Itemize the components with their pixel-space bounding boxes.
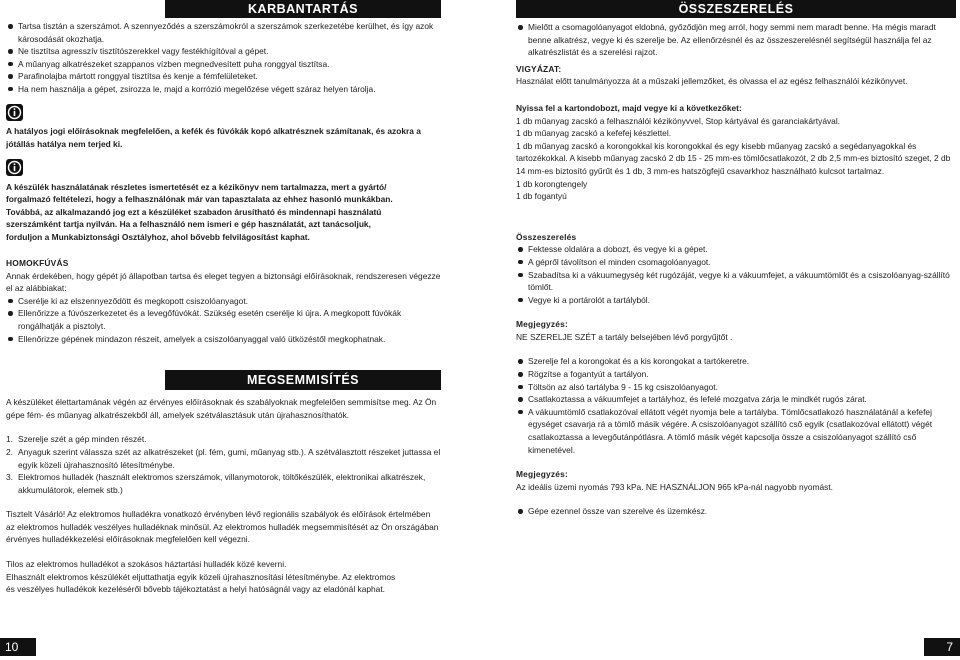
- disposal-banner: MEGSEMMISÍTÉS: [165, 370, 441, 390]
- assembling-section: [516, 231, 956, 518]
- maintenance-list: [6, 20, 441, 96]
- assembly-intro-list: [516, 21, 956, 59]
- section-heading: Összeszerelés: [516, 231, 577, 242]
- warning-text: Használat előtt tanulmányozza át a műszaki jellemzőket, és olvassa el az egész felhasználói kézikönyvet.: [516, 76, 908, 87]
- list-item: A gépről távolítson el minden csomagolóanyagot.: [516, 256, 956, 269]
- list-item: Ha nem használja a gépet, zsirozza le, majd a korrózió megelőzése végett száraz helyen tárolja.: [6, 83, 441, 96]
- list-item: Rögzítse a fogantyút a tartályon.: [516, 368, 956, 381]
- step-text: Szerelje szét a gép minden részét.: [18, 434, 147, 445]
- notice-text: [6, 181, 441, 243]
- disposal-steps: [6, 433, 441, 496]
- list-item: Fektesse oldalára a dobozt, és vegye ki a gépet.: [516, 243, 956, 256]
- text-line: szerszámként tartja nyilván. Ha a felhasználó nem ismeri e gép használatát, azt tanácsoljuk,: [6, 219, 371, 230]
- assembly-banner: ÖSSZESZERELÉS: [516, 0, 956, 18]
- list-item: Mielőtt a csomagolóanyagot eldobná, győződjön meg arról, hogy semmi nem maradt benne. Ha mégis maradt benne alkatrész, vegye ki és szerelje be. Az ellenőrzésnél és az összeszerelésnél segítségül használja fel az alkatrészlistát és a szerelési rajzot.: [516, 21, 956, 59]
- list-item: Ellenőrizze gépének mindazon részeit, amelyek a csiszolóanyaggal való ütközéstől megkophatnak.: [6, 333, 441, 346]
- note-text: Az ideális üzemi nyomás 793 kPa. NE HASZNÁLJON 965 kPa-nál nagyobb nyomást.: [516, 481, 834, 492]
- note-label: Megjegyzés:: [516, 469, 569, 480]
- list-item: Tartsa tisztán a szerszámot. A szennyeződés a szerszámokról a szerszámok szerkezetébe kerülhet, és így azok károsodását okozhatja.: [6, 20, 441, 45]
- step-text: Anyaguk szerint válassza szét az alkatrészeket (pl. fém, gumi, műanyag stb.). A szétválasztott részeket juttassa el egyik közeli újrahasznosító létesítménybe.: [18, 446, 441, 470]
- list-item: Ellenőrizze a fúvószerkezetet és a levegőfúvókát. Szükség esetén cserélje ki újra. A megkopott fúvókák rongálhatják a pisztolyt.: [6, 307, 441, 332]
- assembling-list-1: [516, 243, 956, 306]
- note-label: Megjegyzés:: [516, 319, 569, 330]
- list-item: Töltsön az alsó tartályba 9 - 15 kg csiszolóanyagot.: [516, 381, 956, 394]
- page-number-right: 7: [924, 638, 960, 656]
- paragraph: Tisztelt Vásárló! Az elektromos hulladékra vonatkozó érvényben lévő regionális szabályok és előírások értelmében az elektromos hulladék veszélyes hulladéknak minősül. Az elektromos hulladék megsemmisítését az Ön országában érvényes hulladékkezelési előírásoknak megfelelően kell végezni.: [6, 509, 439, 545]
- notice-block-2: [6, 159, 441, 243]
- step-number: 3.: [6, 472, 13, 483]
- text-line: forduljon a Munkabiztonsági Osztályhoz, ahol bővebb felvilágosítást kaphat.: [6, 231, 310, 242]
- note-text: NE SZERELJE SZÉT a tartály belsejében lévő porgyűjtőt .: [516, 331, 733, 342]
- disposal-section: [6, 396, 441, 546]
- notice-text: A hatályos jogi előírásoknak megfelelően, a kefék és fúvókák kopó alkatrésznek számítanak, és azokra a jótállás hatálya nem terjed ki.: [6, 126, 421, 149]
- text-line: 1 db műanyag zacskó a kefefej készlettel.: [516, 128, 672, 139]
- text-line: 1 db korongtengely: [516, 178, 588, 189]
- text-line: forgalmazó feltételezi, hogy a felhasználónak már van tapasztalata az ehhez hasonló munkákban.: [6, 194, 393, 205]
- list-item: Vegye ki a portárolót a tartályból.: [516, 294, 956, 307]
- list-item: Gépe ezennel össze van szerelve és üzemkész.: [516, 505, 956, 518]
- list-item: Szabadítsa ki a vákuumegység két rugózáját, vegye ki a vákuumfejet, a vákuumtömlőt és a csiszolóanyag-szállító tömlőt.: [516, 269, 956, 294]
- list-item: [6, 471, 441, 496]
- nozzle-list: [6, 295, 441, 345]
- note-block-1: [516, 318, 956, 343]
- text-line: 1 db műanyag zacskó a felhasználói kézikönyvvel, Stop kártyával és garanciakártyával.: [516, 115, 841, 126]
- list-item: A vákuumtömlő csatlakozóval ellátott végét nyomja bele a tartályba. Tömlőcsatlakozó használatánál a kefefej egységet csavarja rá a tömlő másik végére. A csiszolóanyagot szállító cső egyik (csatlakozóval ellátott) végét csatlakoztassa a levegőutánpótlásra. A tömlő másik végét kapcsolja össze a csiszolóanyagot szállító cső kimenetével.: [516, 406, 956, 456]
- contents-section: [516, 102, 956, 203]
- nozzle-section: [6, 257, 441, 345]
- text-line: Tilos az elektromos hulladékot a szokásos háztartási hulladék közé keverni.: [6, 559, 287, 570]
- list-item: A műanyag alkatrészeket szappanos vízben megnedvesített puha ronggyal tisztítsa.: [6, 58, 441, 71]
- assembling-list-2: [516, 355, 956, 456]
- left-page: [6, 0, 441, 596]
- text-line: Elhasznált elektromos készülékét eljuttathatja egyik közeli újrahasznosítási létesítménybe. Az elektromos: [6, 571, 396, 582]
- text-line: 1 db műanyag zacskó a korongokkal kis korongokkal és egy kisebb műanyag zacskó a segédanyagokkal és tartozékokkal. A kisebb műanyag zacskó 2 db 15 - 25 mm-es tömlőcsatlakozót, 2 db 2,5 mm-es biztosító szeget, 2 db 14 mm-es biztosító gyűrűt és 1 db, 3 mm-es hatszögfejű csavarkhoz használható kulcsot tartalmaz.: [516, 140, 951, 176]
- list-item: Cserélje ki az elszennyeződött és megkopott csiszolóanyagot.: [6, 295, 441, 308]
- list-item: Csatlakoztassa a vákuumfejet a tartályhoz, és lefelé mozgatva zárja le mindkét rugós zárat.: [516, 393, 956, 406]
- info-icon: [6, 104, 23, 121]
- step-text: Elektromos hulladék (használt elektromos szerszámok, villanymotorok, töltőkészülék, elektronikai alkatrészek, akkumulátorok, elemek stb.): [18, 472, 426, 495]
- list-item: [6, 433, 441, 446]
- info-icon: [6, 159, 23, 176]
- list-item: [6, 446, 441, 471]
- assembling-list-3: [516, 505, 956, 518]
- warning-label: VIGYÁZAT:: [516, 63, 562, 74]
- section-heading: Nyissa fel a kartondobozt, majd vegye ki a következőket:: [516, 102, 742, 113]
- text-line: Továbbá, az alkalmazandó jog ezt a készüléket szabadon árusítható és mindennapi használatú: [6, 206, 382, 217]
- paragraph: Annak érdekében, hogy gépét jó állapotban tartsa és eleget tegyen a biztonsági előírásoknak, rendszeresen végezze el az alábbiakat:: [6, 270, 441, 294]
- text-line: A készülék használatának részletes ismertetését ez a kézikönyv nem tartalmazza, mert a gyártó/: [6, 181, 387, 192]
- footer-notes: [6, 558, 441, 596]
- text-line: 1 db fogantyú: [516, 191, 567, 202]
- text-line: és veszélyes hulladékok kezeléséről bővebb tájékoztatást a helyi hatóságnál vagy az eladónál kaphat.: [6, 584, 385, 595]
- step-number: 2.: [6, 446, 13, 457]
- notice-block-1: [6, 104, 441, 151]
- right-page: [516, 0, 956, 518]
- warning-block: [516, 63, 956, 88]
- page-number-left: 10: [0, 638, 36, 656]
- section-heading: HOMOKFÚVÁS: [6, 257, 69, 268]
- list-item: Parafinolajba mártott ronggyal tisztítsa és kenje a fémfelületeket.: [6, 70, 441, 83]
- list-item: Szerelje fel a korongokat és a kis korongokat a tartókeretre.: [516, 355, 956, 368]
- note-block-2: [516, 468, 956, 493]
- maintenance-banner: KARBANTARTÁS: [165, 0, 441, 18]
- paragraph: A készüléket élettartamának végén az érvényes előírásoknak és szabályoknak megfelelően semmisítse meg. Az Ön gépe fém- és műanyag alkatrészekből áll, amelyek szétválasztásuk után újrahasznosíthatók.: [6, 397, 437, 420]
- list-item: Ne tisztítsa agresszív tisztítószerekkel vagy festékhígítóval a gépet.: [6, 45, 441, 58]
- step-number: 1.: [6, 434, 13, 445]
